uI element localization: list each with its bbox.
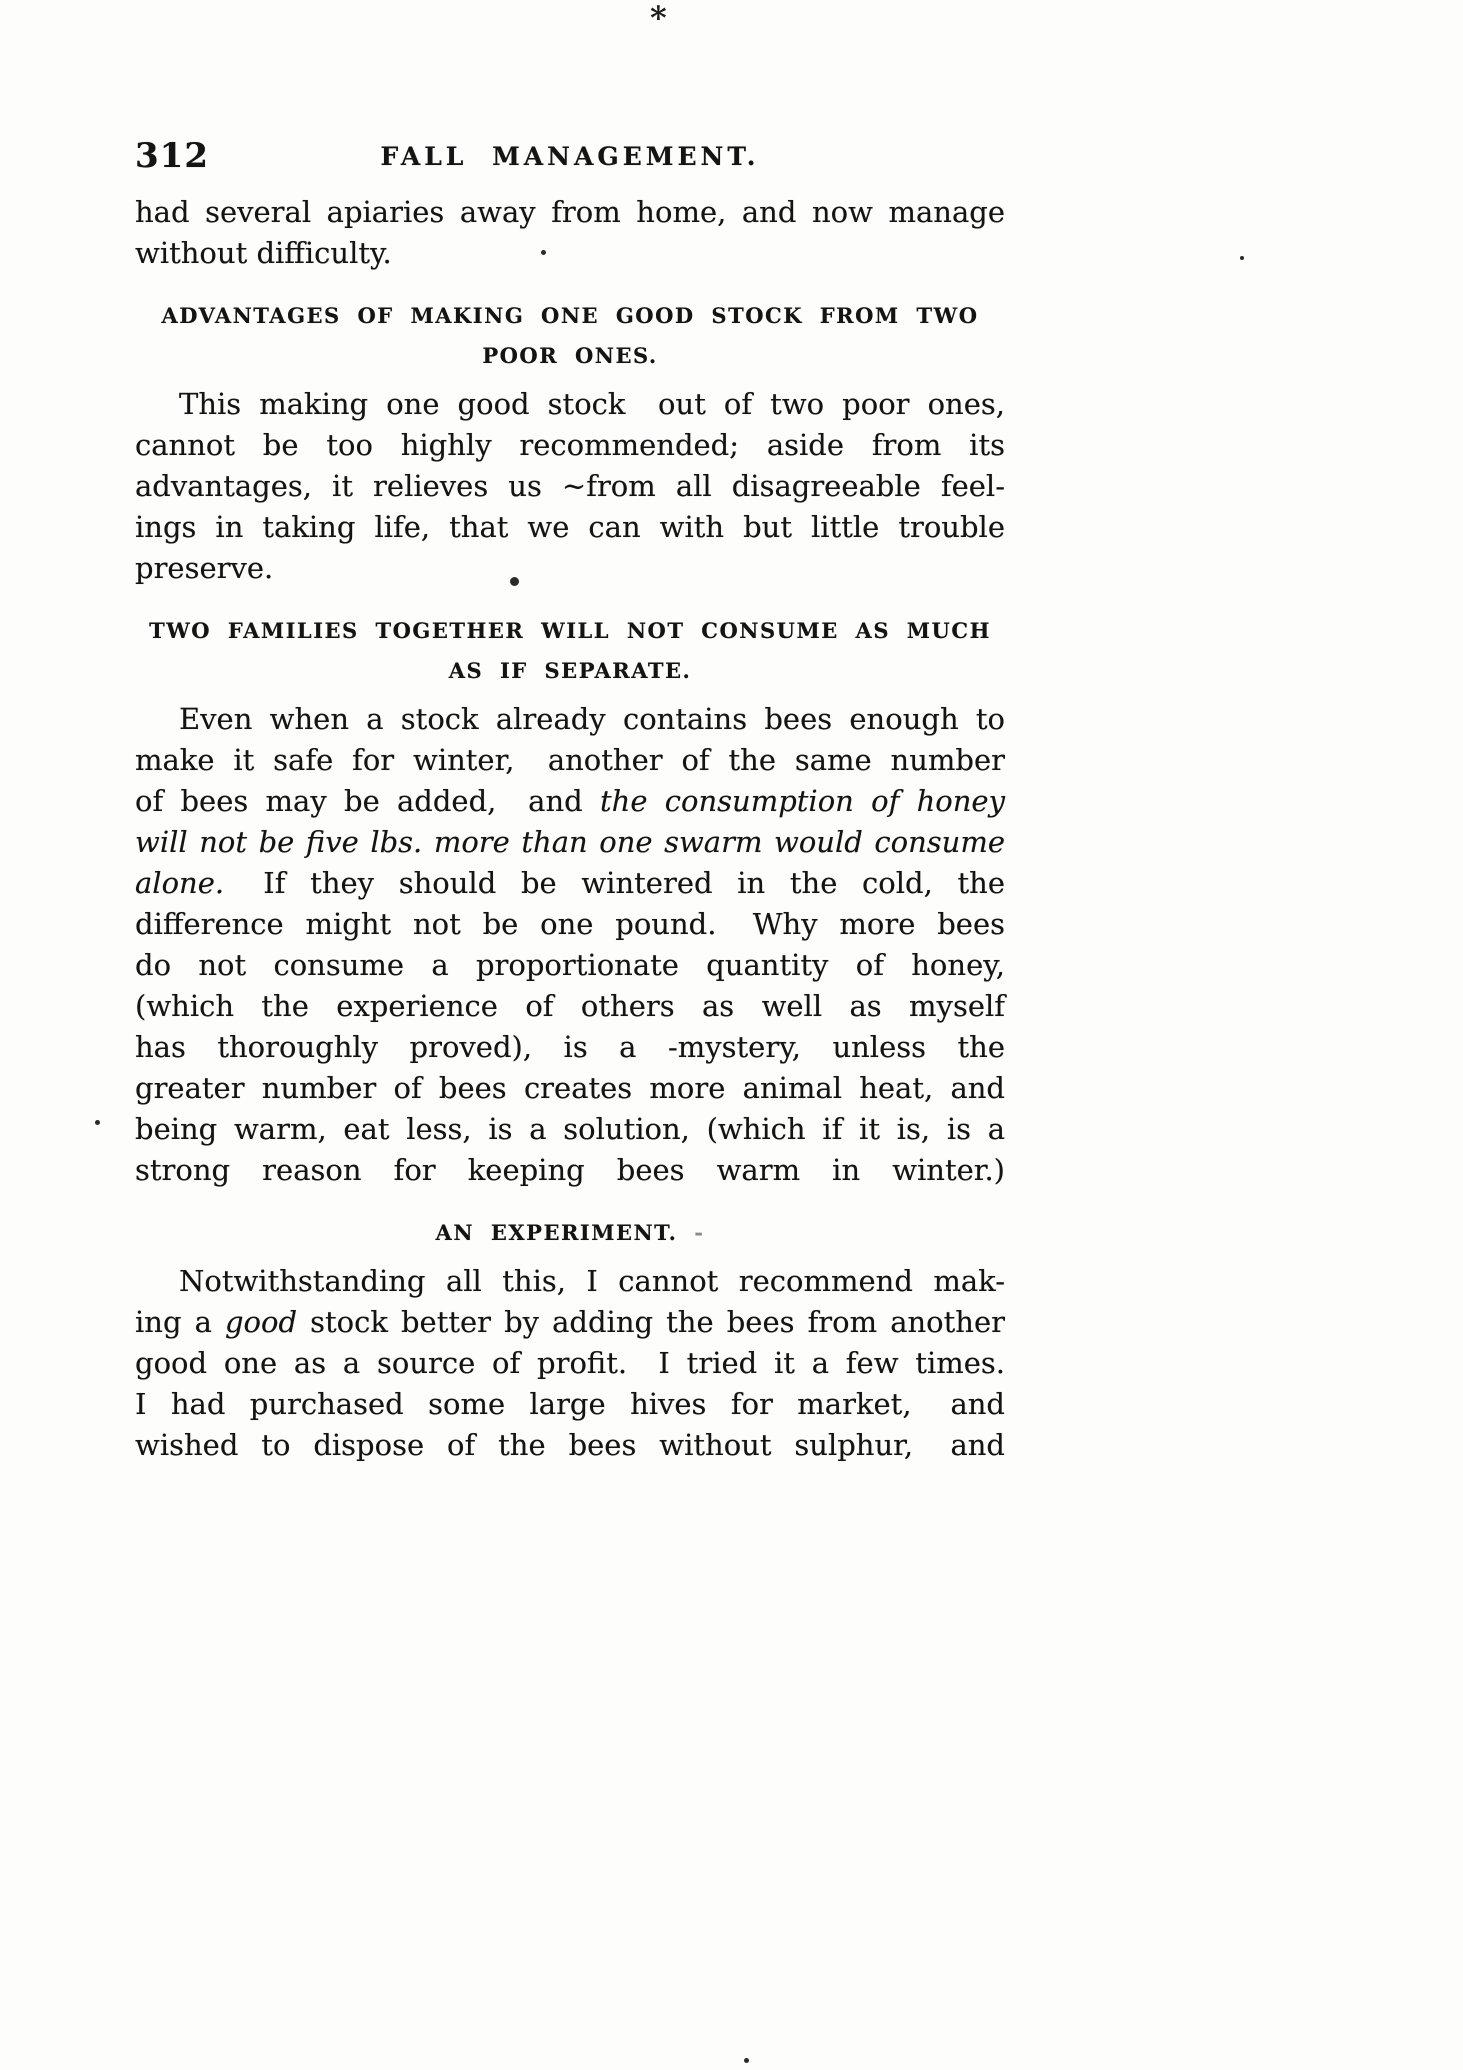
text-segment: - (677, 1220, 705, 1245)
text-segment: difference might not be one pound. Why more bees (135, 907, 1005, 941)
text-line (135, 296, 1005, 336)
text-line (135, 1150, 1005, 1191)
page-header (135, 136, 1005, 176)
text-segment: I had purchased some large hives for market, and (135, 1387, 1005, 1421)
text-line (135, 945, 1005, 986)
text-segment: stock better by adding the bees from another (297, 1305, 1005, 1339)
text-line (135, 1109, 1005, 1150)
text-line (135, 986, 1005, 1027)
text-segment: wished to dispose of the bees without sulphur, and (135, 1428, 1005, 1462)
page-number: 312 (135, 136, 209, 176)
section-heading-two-families (135, 611, 1005, 691)
text-segment: without difficulty. (135, 236, 392, 270)
section-heading-an-experiment (135, 1213, 1005, 1253)
text-line (135, 1261, 1005, 1302)
text-segment: preserve. (135, 551, 274, 585)
text-segment: make it safe for winter, another of the same number (135, 743, 1005, 777)
text-segment: AN EXPERIMENT. (435, 1220, 678, 1245)
text-segment: ing a (135, 1305, 225, 1339)
text-block (135, 136, 1005, 1466)
text-line (135, 1027, 1005, 1068)
paragraph-apiaries (135, 192, 1005, 274)
text-line (135, 781, 1005, 822)
text-line (135, 425, 1005, 466)
paragraph-two-families (135, 699, 1005, 1191)
text-line (135, 740, 1005, 781)
text-segment: TWO FAMILIES TOGETHER WILL NOT CONSUME AS MUCH (149, 618, 991, 643)
text-line (135, 1384, 1005, 1425)
scan-speck (541, 250, 546, 255)
text-line (135, 192, 1005, 233)
section-heading-advantages (135, 296, 1005, 376)
scan-speck (95, 1120, 100, 1125)
text-line (135, 611, 1005, 651)
text-segment: AS IF SEPARATE. (448, 658, 692, 683)
running-header: FALL MANAGEMENT. (380, 142, 760, 171)
text-segment: has thoroughly proved), is a -mystery, unless the (135, 1030, 1005, 1064)
text-line (135, 904, 1005, 945)
text-segment: This making one good stock out of two poor ones, (179, 387, 1005, 421)
text-line (135, 699, 1005, 740)
text-segment: good one as a source of profit. I tried it a few times. (135, 1346, 1005, 1380)
text-line (135, 336, 1005, 376)
text-segment: Notwithstanding all this, I cannot recommend mak- (179, 1264, 1005, 1298)
text-segment: Even when a stock already contains bees enough to (179, 702, 1005, 736)
text-segment: good (224, 1305, 298, 1339)
text-segment: strong reason for keeping bees warm in winter.) (135, 1153, 1005, 1187)
text-line (135, 822, 1005, 863)
text-segment: POOR ONES. (482, 343, 658, 368)
text-segment: alone. (135, 866, 225, 900)
text-segment: cannot be too highly recommended; aside from its (135, 428, 1005, 462)
text-line (135, 548, 1005, 589)
text-line (135, 233, 1005, 274)
text-segment: being warm, eat less, is a solution, (which if it is, is a (135, 1112, 1005, 1146)
text-line (135, 651, 1005, 691)
text-line (135, 466, 1005, 507)
scan-speck (510, 577, 519, 586)
text-segment: If they should be wintered in the cold, the (224, 866, 1005, 900)
scan-speck: * (650, 0, 667, 37)
text-segment: ADVANTAGES OF MAKING ONE GOOD STOCK FROM TWO (161, 303, 979, 328)
text-segment: of bees may be added, and (135, 784, 600, 818)
paragraph-experiment (135, 1261, 1005, 1466)
paragraph-one-good-stock (135, 384, 1005, 589)
text-line (135, 1213, 1005, 1253)
text-line (135, 863, 1005, 904)
text-line (135, 384, 1005, 425)
scan-speck (744, 2058, 749, 2063)
text-segment: will not be five lbs. more than one swarm would consume (135, 825, 1005, 859)
text-segment: advantages, it relieves us ~from all disagreeable feel- (135, 469, 1005, 503)
text-segment: the consumption of honey (600, 784, 1005, 818)
scan-speck (1240, 256, 1244, 260)
text-segment: (which the experience of others as well as myself (135, 989, 1005, 1023)
page-content (135, 192, 1005, 1466)
text-segment: greater number of bees creates more animal heat, and (135, 1071, 1005, 1105)
text-line (135, 1425, 1005, 1466)
text-segment: had several apiaries away from home, and now manage (135, 195, 1005, 229)
text-line (135, 1068, 1005, 1109)
text-segment: do not consume a proportionate quantity of honey, (135, 948, 1005, 982)
text-segment: ings in taking life, that we can with but little trouble (135, 510, 1005, 544)
text-line (135, 1343, 1005, 1384)
text-line (135, 507, 1005, 548)
text-line (135, 1302, 1005, 1343)
